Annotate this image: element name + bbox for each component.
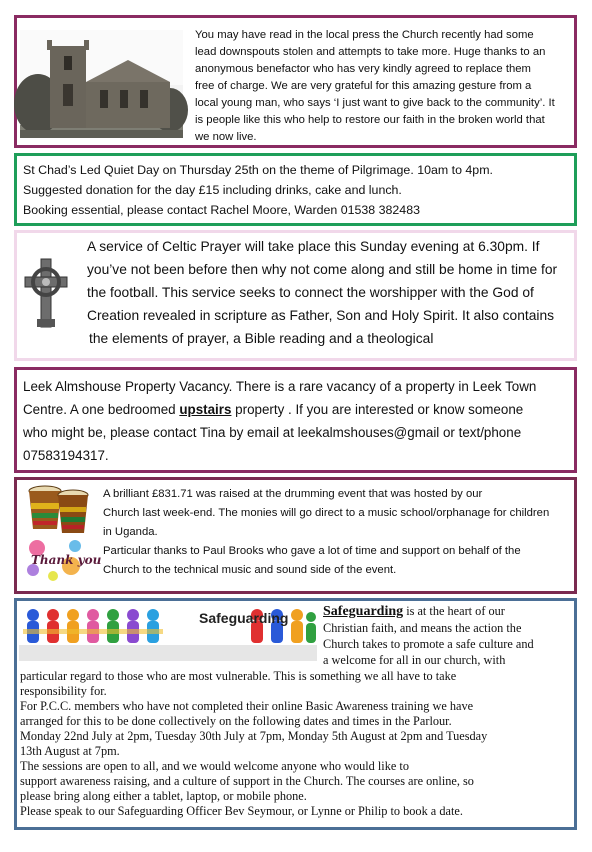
text-line: For P.C.C. members who have not completed their online Basic Awareness training we have	[20, 699, 474, 713]
text-line: Booking essential, please contact Rachel Moore, Warden 01538 382483	[23, 203, 420, 217]
text-line: the elements of prayer, a Bible reading and a theological	[89, 331, 434, 346]
almshouse-box	[14, 367, 577, 473]
text-line: 13th August at 7pm.	[20, 744, 120, 758]
text-segment: property . If you are interested or know someone	[231, 402, 524, 417]
text-line: local young man, who says ‘I just want to give back to the community’. It	[195, 97, 555, 109]
text-line: A service of Celtic Prayer will take place this Sunday evening at 6.30pm. If	[87, 239, 540, 254]
text-line: please bring along either a tablet, laptop, or mobile phone.	[20, 789, 307, 803]
safeguarding-heading: Safeguarding	[323, 604, 404, 619]
text-line	[323, 605, 505, 619]
thank-you-text: Thank you	[31, 553, 102, 567]
text-line: Monday 22nd July at 2pm, Tuesday 30th July at 7pm, Monday 5th August at 2pm and Tuesday	[20, 729, 488, 743]
text-line: Creation revealed in scripture as Father, Son and Holy Spirit. It also contains	[87, 308, 555, 323]
text-line: Christian faith, and means the action the	[323, 621, 522, 635]
text-line: A brilliant £831.71 was raised at the drumming event that was hosted by our	[103, 488, 483, 500]
text-line: Suggested donation for the day £15 including drinks, cake and lunch.	[23, 183, 402, 197]
text-line: arranged for this to be done collectively on the following dates and times in the Parlour.	[20, 714, 452, 728]
church-photo	[20, 30, 183, 138]
text-line: Particular thanks to Paul Brooks who gave a lot of time and support on behalf of the	[103, 545, 521, 557]
text-line: support awareness raising, and a culture of support in the Church. The courses are online, so	[20, 774, 474, 788]
text-line: Church last week-end. The monies will go direct to a music school/orphanage for children	[103, 507, 550, 519]
text-line: You may have read in the local press the Church recently had some	[195, 29, 534, 41]
celtic-prayer-box	[14, 230, 577, 361]
safeguarding-banner-text: Safeguarding	[199, 610, 289, 626]
text-line: responsibility for.	[20, 684, 107, 698]
text-line: Church to the technical music and sound side of the event.	[103, 564, 397, 576]
church-news-box	[14, 15, 577, 148]
text-line: Church takes to promote a safe culture and	[323, 637, 534, 651]
quiet-day-box	[14, 153, 577, 226]
text-line: a welcome for all in our church, with	[323, 653, 506, 667]
safeguarding-banner	[19, 603, 317, 661]
text-line: we now live.	[195, 131, 257, 143]
text-line: is people like this who help to restore our faith in the broken world that	[195, 114, 545, 126]
text-line: The sessions are open to all, and we would welcome anyone who would like to	[20, 759, 409, 773]
text-line: particular regard to those who are most vulnerable. This is something we all have to take	[20, 669, 457, 683]
text-line: Please speak to our Safeguarding Officer Bev Seymour, or Lynne or Philip to book a date.	[20, 804, 463, 818]
celtic-cross-icon	[23, 257, 69, 329]
text-segment: Centre. A one bedroomed	[23, 402, 180, 417]
text-line	[23, 399, 523, 422]
text-line: in Uganda.	[103, 526, 158, 538]
text-segment: is at the heart of our	[403, 604, 505, 618]
text-line: free of charge. We are very grateful for this amazing gesture from a	[195, 80, 532, 92]
text-line: 07583194317.	[23, 448, 109, 463]
thank-you-image	[23, 536, 102, 582]
text-line: the football. This service seeks to connect the worshipper with the God of	[87, 285, 534, 300]
text-line: Leek Almshouse Property Vacancy. There is a rare vacancy of a property in Leek Town	[23, 379, 537, 394]
text-line: St Chad’s Led Quiet Day on Thursday 25th on the theme of Pilgrimage. 10am to 4pm.	[23, 163, 493, 177]
text-line: who might be, please contact Tina by email at leekalmshouses@gmail or text/phone	[23, 425, 522, 440]
safeguarding-box	[14, 598, 577, 830]
drumming-box	[14, 477, 577, 594]
text-line: anonymous benefactor who has very kindly agreed to replace them	[195, 63, 531, 75]
upstairs-emphasis: upstairs	[179, 402, 232, 417]
text-line: lead downspouts stolen and attempts to take more. Huge thanks to an	[195, 46, 546, 58]
drums-image	[23, 483, 95, 537]
text-line: you’ve not been before then why not come along and still be home in time for	[87, 262, 558, 277]
